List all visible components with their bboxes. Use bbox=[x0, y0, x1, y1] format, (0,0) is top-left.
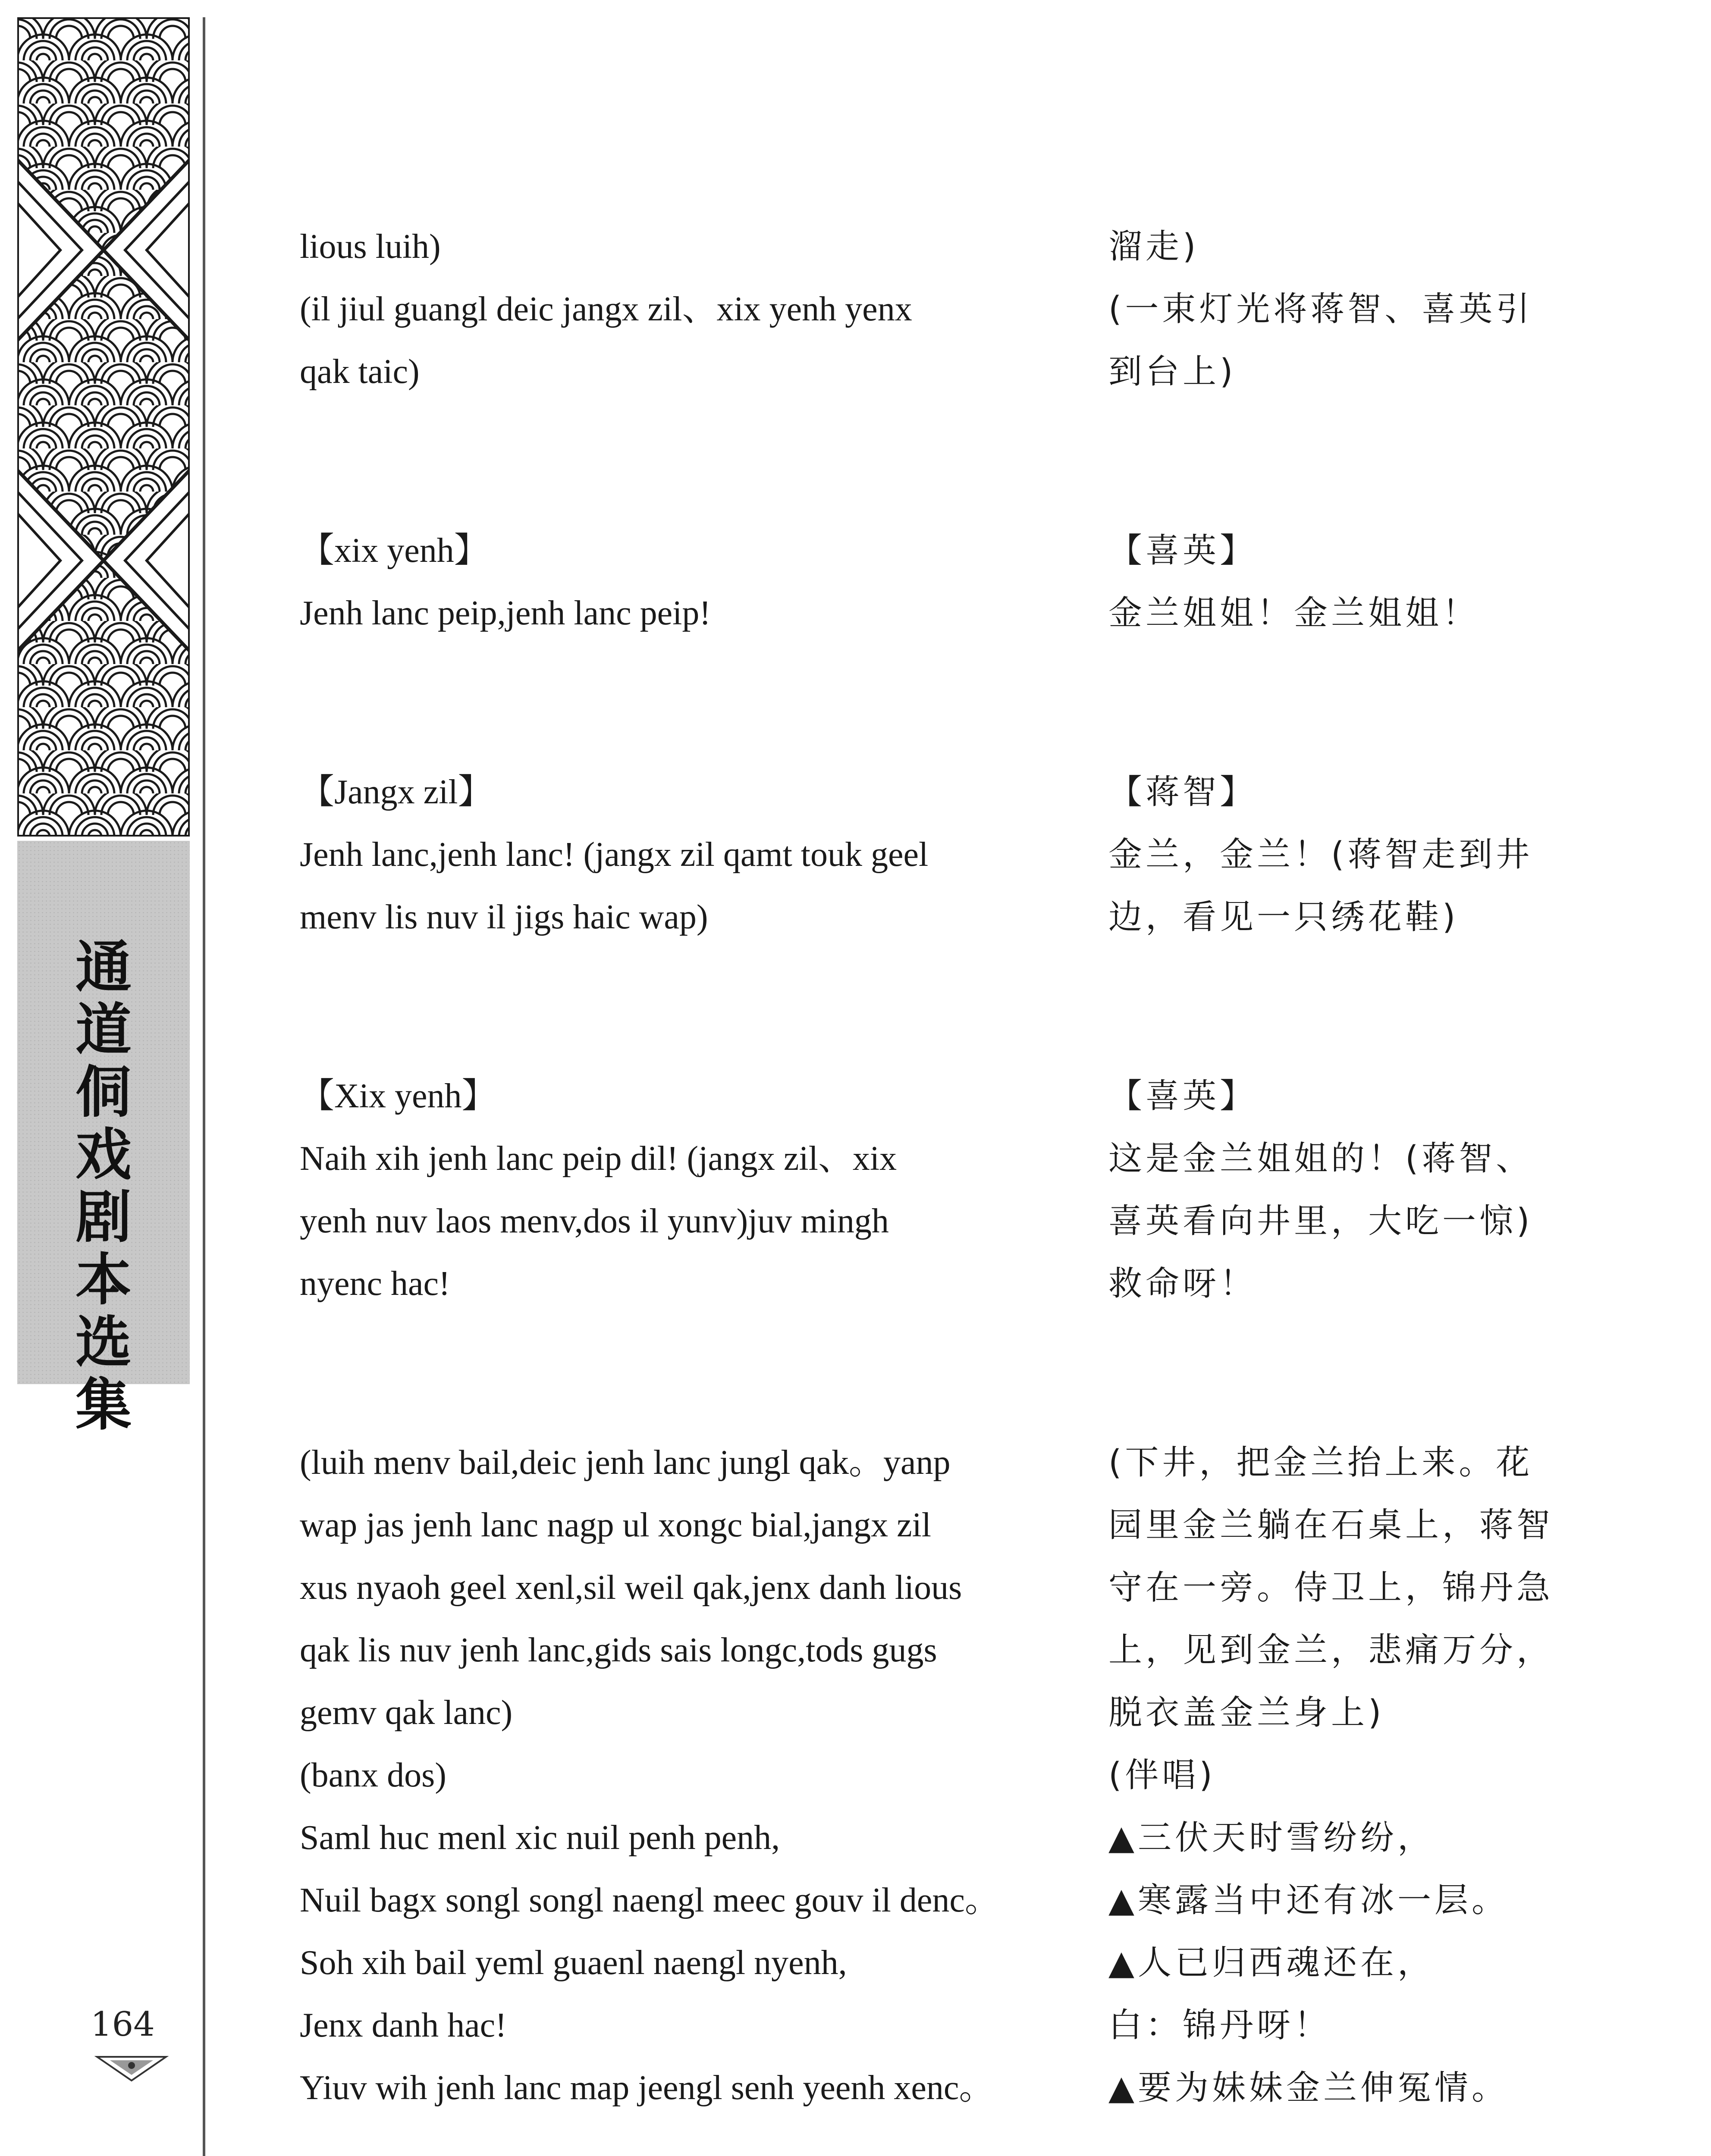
left-line: 【Xix yenh】 bbox=[300, 1077, 496, 1115]
right-line: 白：锦丹呀！ bbox=[1108, 2006, 1331, 2045]
left-line: Saml huc menl xic nuil penh penh, bbox=[300, 1819, 780, 1857]
left-line: xus nyaoh geel xenl,sil weil qak,jenx danh lious bbox=[300, 1569, 962, 1607]
left-line: gemv qak lanc) bbox=[300, 1694, 513, 1732]
right-block bbox=[1108, 761, 1596, 949]
title-char: 道 bbox=[75, 997, 132, 1062]
right-block bbox=[1108, 216, 1596, 403]
vertical-book-title bbox=[17, 936, 190, 1436]
right-line: 脱衣盖金兰身上) bbox=[1108, 1693, 1385, 1732]
title-char: 选 bbox=[75, 1309, 132, 1375]
title-char: 本 bbox=[75, 1247, 132, 1313]
left-line: (luih menv bail,deic jenh lanc jungl qak。yanp bbox=[300, 1444, 951, 1482]
right-line: (伴唱) bbox=[1108, 1756, 1216, 1795]
right-line: 溜走) bbox=[1108, 227, 1199, 266]
left-line: qak taic) bbox=[300, 353, 420, 391]
left-line: qak lis nuv jenh lanc,gids sais longc,tods gugs bbox=[300, 1631, 937, 1669]
right-line: (下井，把金兰抬上来。花 bbox=[1108, 1443, 1533, 1482]
right-line: 这是金兰姐姐的！(蒋智、 bbox=[1108, 1139, 1533, 1178]
left-line: 【xix yenh】 bbox=[300, 532, 489, 570]
left-line: Nuil bagx songl songl naengl meec gouv il denc。 bbox=[300, 1881, 999, 1919]
decorative-pattern bbox=[17, 17, 190, 837]
title-char: 剧 bbox=[75, 1184, 132, 1250]
right-line: ▲要为妹妹金兰伸冤情。 bbox=[1108, 2068, 1509, 2107]
right-line: 【蒋智】 bbox=[1108, 773, 1257, 812]
right-line: 喜英看向井里，大吃一惊) bbox=[1108, 1202, 1533, 1241]
left-block bbox=[300, 520, 1072, 645]
right-line: ▲人已归西魂还在， bbox=[1108, 1943, 1435, 1982]
left-line: wap jas jenh lanc nagp ul xongc bial,jangx zil bbox=[300, 1506, 932, 1544]
right-line: ▲三伏天时雪纷纷， bbox=[1108, 1818, 1435, 1857]
right-line: (一束灯光将蒋智、喜英引 bbox=[1108, 290, 1533, 329]
right-line: 【喜英】 bbox=[1108, 1077, 1257, 1116]
right-line: 金兰，金兰！(蒋智走到井 bbox=[1108, 835, 1533, 874]
left-line: Jenh lanc peip,jenh lanc peip! bbox=[300, 594, 711, 632]
right-block bbox=[1108, 1432, 1596, 2119]
page-sidebar bbox=[17, 17, 190, 2156]
left-block bbox=[300, 761, 1072, 949]
left-line: lious luih) bbox=[300, 228, 441, 266]
left-line: menv lis nuv il jigs haic wap) bbox=[300, 898, 708, 936]
right-line: 园里金兰躺在石桌上，蒋智 bbox=[1108, 1506, 1554, 1545]
left-line: Naih xih jenh lanc peip dil! (jangx zil、xix bbox=[300, 1140, 897, 1178]
page-number: 164 bbox=[91, 2005, 155, 2044]
left-line: Jenx danh hac! bbox=[300, 2006, 507, 2044]
right-line: 到台上) bbox=[1108, 352, 1237, 391]
right-block bbox=[1108, 520, 1596, 645]
left-line: Soh xih bail yeml guaenl naengl nyenh, bbox=[300, 1944, 847, 1982]
left-line: yenh nuv laos menv,dos il yunv)juv mingh bbox=[300, 1202, 889, 1240]
right-line: 守在一旁。侍卫上，锦丹急 bbox=[1108, 1568, 1554, 1607]
left-line: Jenh lanc,jenh lanc! (jangx zil qamt touk geel bbox=[300, 836, 929, 874]
page-ornament-icon bbox=[93, 2053, 170, 2083]
right-line: 金兰姐姐！金兰姐姐！ bbox=[1108, 594, 1480, 633]
title-char: 通 bbox=[75, 934, 132, 1000]
right-line: 上，见到金兰，悲痛万分， bbox=[1108, 1631, 1554, 1670]
right-line: 【喜英】 bbox=[1108, 531, 1257, 570]
left-block bbox=[300, 216, 1072, 403]
left-line: Yiuv wih jenh lanc map jeengl senh yeenh xenc。 bbox=[300, 2069, 994, 2107]
left-line: nyenc hac! bbox=[300, 1265, 450, 1303]
right-line: 救命呀！ bbox=[1108, 1264, 1257, 1303]
left-block bbox=[300, 1065, 1072, 1315]
left-line: (banx dos) bbox=[300, 1756, 446, 1794]
vertical-title-box bbox=[17, 841, 190, 1438]
left-line: 【Jangx zil】 bbox=[300, 773, 493, 811]
title-char: 集 bbox=[75, 1372, 132, 1438]
margin-rule bbox=[203, 17, 205, 2156]
title-char: 侗 bbox=[75, 1059, 132, 1125]
right-line: ▲寒露当中还有冰一层。 bbox=[1108, 1881, 1509, 1920]
right-block bbox=[1108, 1065, 1596, 1315]
title-char: 戏 bbox=[75, 1122, 132, 1188]
left-line: (il jiul guangl deic jangx zil、xix yenh yenx bbox=[300, 290, 912, 328]
left-block bbox=[300, 1432, 1072, 2119]
right-line: 边，看见一只绣花鞋) bbox=[1108, 898, 1459, 937]
